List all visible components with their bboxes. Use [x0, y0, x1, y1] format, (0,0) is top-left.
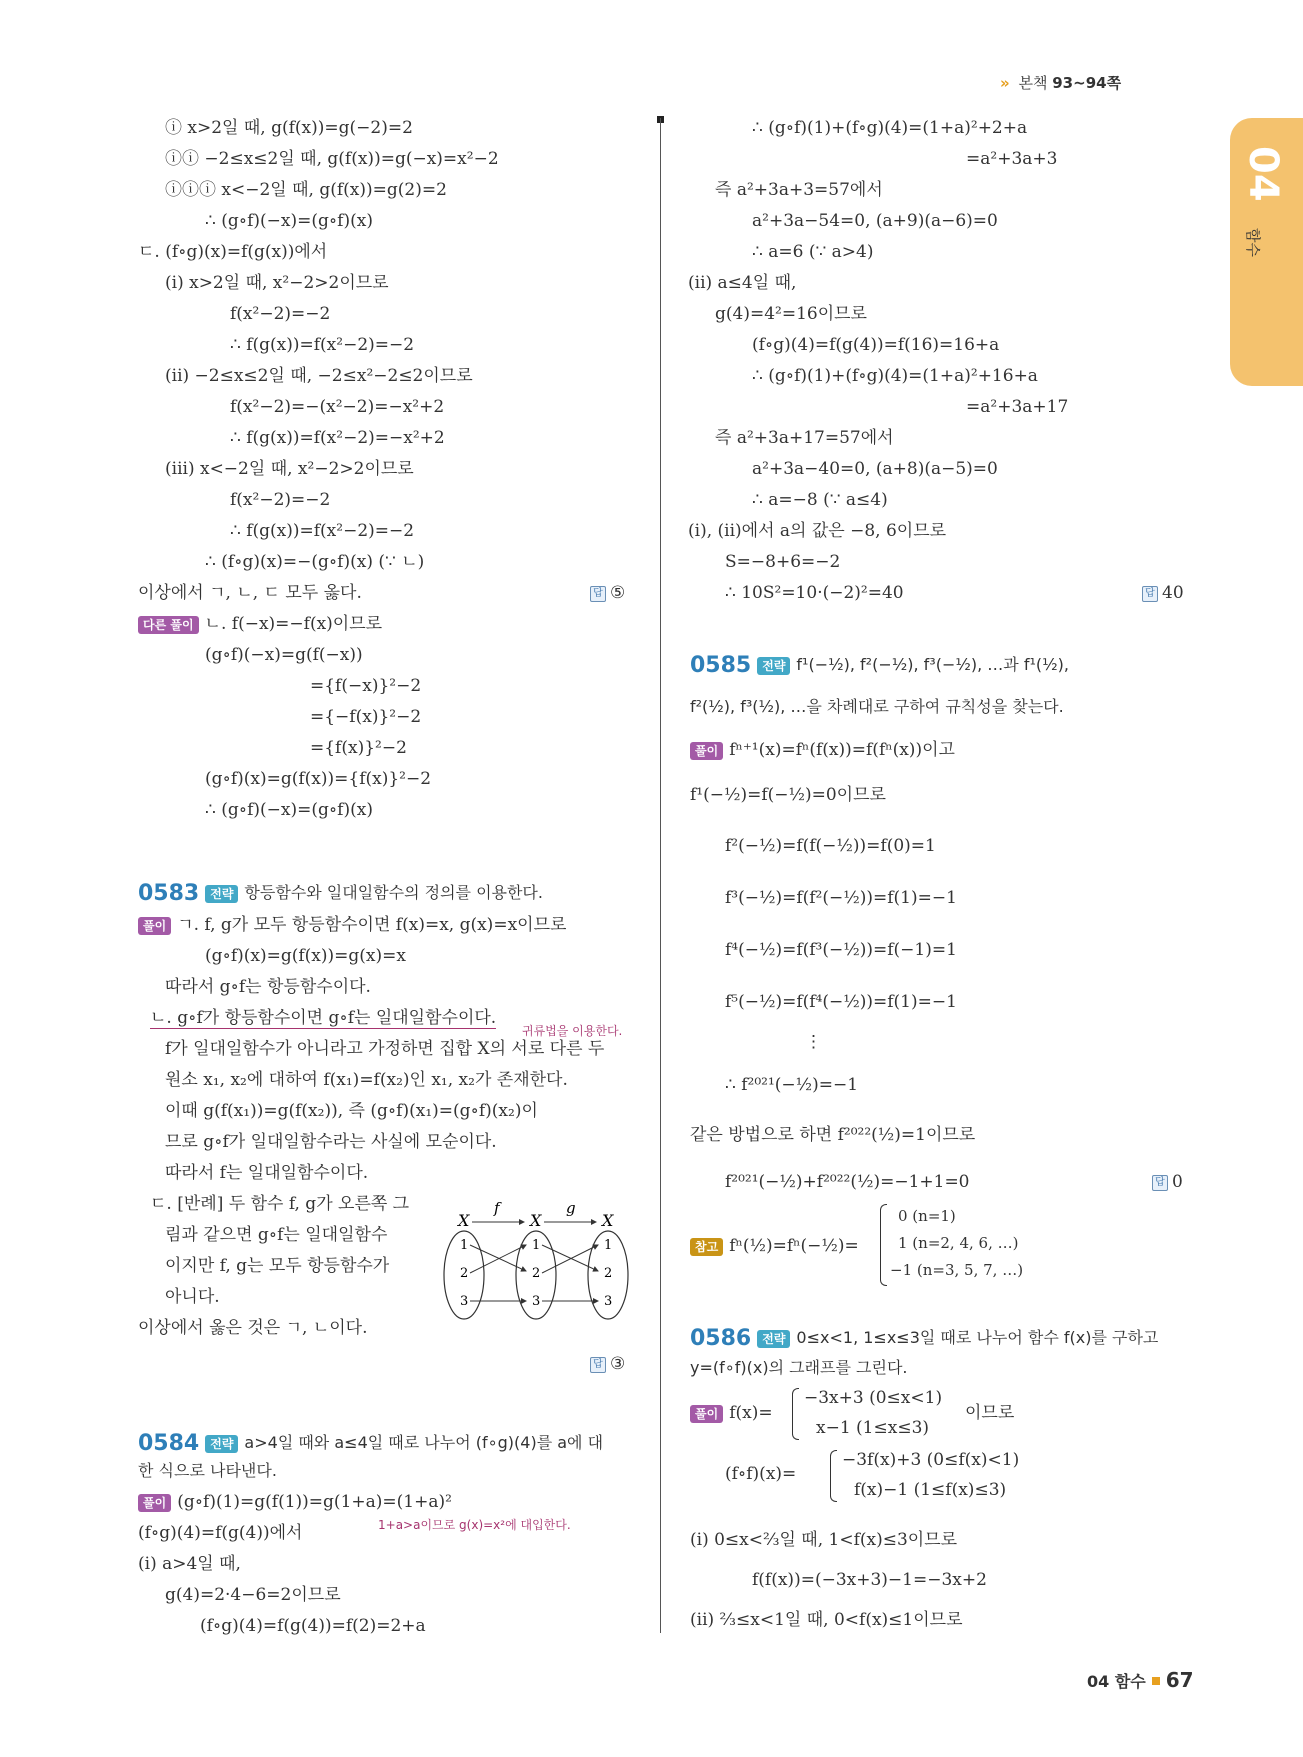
left-line: 림과 같으면 g∘f는 일대일함수 [165, 1225, 388, 1245]
chapter-title: 함수 [1244, 228, 1262, 257]
column-divider [660, 118, 661, 1633]
right-line: g(4)=4²=16이므로 [715, 304, 867, 324]
set-label: X [458, 1211, 470, 1230]
right-line: S=−8+6=−2 [725, 552, 841, 572]
map-label-f: f [494, 1199, 500, 1217]
solution-badge: 풀이 [690, 742, 723, 760]
left-line: ㄷ. (f∘g)(x)=f(g(x))에서 [138, 242, 328, 262]
right-line: f²⁰²¹(−½)+f²⁰²²(½)=−1+1=0 [725, 1172, 970, 1192]
right-line: (i), (ii)에서 a의 값은 −8, 6이므로 [688, 521, 947, 541]
left-line: (ii) −2≤x≤2일 때, −2≤x²−2≤2이므로 [165, 366, 473, 386]
right-line: a²+3a−40=0, (a+8)(a−5)=0 [752, 459, 998, 479]
right-line: ∴ (g∘f)(1)+(f∘g)(4)=(1+a)²+16+a [752, 366, 1038, 386]
solution-badge: 풀이 [138, 917, 171, 935]
double-chevron-icon: » [1000, 74, 1010, 92]
left-line: (g∘f)(x)=g(f(x))=g(x)=x [205, 946, 406, 966]
right-line: f²(½), f³(½), …을 차례대로 구하여 규칙성을 찾는다. [690, 697, 1064, 716]
strategy-badge: 전략 [205, 1435, 238, 1453]
left-line: ∴ f(g(x))=f(x²−2)=−2 [230, 335, 415, 355]
left-line: 이상에서 옳은 것은 ㄱ, ㄴ이다. [138, 1318, 368, 1338]
page-number: 67 [1165, 1668, 1194, 1692]
right-line: ⋮ [805, 1032, 822, 1052]
problem-heading-0585: 0585 전략 f¹(−½), f²(−½), f³(−½), …과 f¹(½), [690, 652, 1069, 678]
map-label-g: g [566, 1199, 576, 1217]
case-line: x−1 (1≤x≤3) [816, 1418, 930, 1438]
case-brace [792, 1388, 799, 1440]
right-line: ∴ 10S²=10·(−2)²=40 [725, 583, 904, 603]
right-line: ∴ a=−8 (∵ a≤4) [752, 490, 888, 510]
left-line: 다른 풀이 ㄴ. f(−x)=−f(x)이므로 [138, 614, 382, 634]
left-line: ㄷ. [반례] 두 함수 f, g가 오른쪽 그 [150, 1194, 410, 1214]
left-line: f(x²−2)=−2 [230, 304, 331, 324]
function-mapping-diagram [440, 1195, 640, 1325]
right-line: f²(−½)=f(f(−½))=f(0)=1 [725, 836, 936, 856]
left-line: 따라서 f는 일대일함수이다. [165, 1163, 369, 1183]
left-line: 한 식으로 나타낸다. [138, 1461, 277, 1480]
left-line: 아니다. [165, 1287, 220, 1307]
left-line: ={−f(x)}²−2 [310, 707, 422, 727]
answer-mark: 답 0 [1152, 1172, 1183, 1192]
left-line: (i) x>2일 때, x²−2>2이므로 [165, 273, 389, 293]
left-line: ∴ f(g(x))=f(x²−2)=−x²+2 [230, 428, 445, 448]
left-line: ⓘⓘⓘ x<−2일 때, g(f(x))=g(2)=2 [165, 180, 447, 200]
answer-mark: 답 40 [1142, 583, 1184, 603]
element: 3 [460, 1294, 469, 1309]
right-line: f⁴(−½)=f(f³(−½))=f(−1)=1 [725, 940, 957, 960]
case-brace [830, 1450, 837, 1502]
element: 1 [604, 1238, 613, 1253]
chapter-tab [1230, 118, 1303, 386]
answer-mark: 답 ⑤ [590, 583, 625, 603]
right-line: (i) 0≤x<⅔일 때, 1<f(x)≤3이므로 [690, 1530, 958, 1550]
right-line: a²+3a−54=0, (a+9)(a−6)=0 [752, 211, 998, 231]
right-line: (ii) a≤4일 때, [688, 273, 797, 293]
answer-icon: 답 [590, 586, 606, 602]
right-line: ∴ a=6 (∵ a>4) [752, 242, 874, 262]
left-line: f(x²−2)=−(x²−2)=−x²+2 [230, 397, 445, 417]
left-line: ∴ (f∘g)(x)=−(g∘f)(x) (∵ ㄴ) [205, 552, 425, 572]
element: 2 [604, 1266, 613, 1281]
case-line: −1 (n=3, 5, 7, …) [890, 1261, 1024, 1279]
left-line: ={f(x)}²−2 [310, 738, 407, 758]
case-line: −3f(x)+3 (0≤f(x)<1) [842, 1450, 1020, 1470]
strategy-badge: 전략 [205, 885, 238, 903]
right-line: (f∘g)(4)=f(g(4))=f(16)=16+a [752, 335, 1000, 355]
right-line: (f∘f)(x)= [725, 1464, 797, 1484]
left-line: f(x²−2)=−2 [230, 490, 331, 510]
problem-heading-0586: 0586 전략 0≤x<1, 1≤x≤3일 때로 나누어 함수 f(x)를 구하고 [690, 1325, 1159, 1351]
alt-solution-badge: 다른 풀이 [138, 616, 199, 634]
chapter-number: 04 [1240, 146, 1286, 202]
right-line: ∴ f²⁰²¹(−½)=−1 [725, 1075, 859, 1095]
left-line: 따라서 g∘f는 항등함수이다. [165, 977, 371, 997]
set-label: X [602, 1211, 614, 1230]
left-line: ={f(−x)}²−2 [310, 676, 422, 696]
element: 2 [460, 1266, 469, 1281]
left-line: ⓘ x>2일 때, g(f(x))=g(−2)=2 [165, 118, 413, 138]
solution-badge: 풀이 [138, 1494, 171, 1512]
reference-badge: 참고 [690, 1238, 723, 1256]
header-book: 본책 [1018, 74, 1048, 92]
left-line: (iii) x<−2일 때, x²−2>2이므로 [165, 459, 414, 479]
left-line: (f∘g)(4)=f(g(4))에서 [138, 1523, 303, 1543]
left-line: 원소 x₁, x₂에 대하여 f(x₁)=f(x₂)인 x₁, x₂가 존재한다. [165, 1070, 568, 1090]
left-line: 이때 g(f(x₁))=g(f(x₂)), 즉 (g∘f)(x₁)=(g∘f)(x₂)이 [165, 1101, 538, 1121]
footer-square-icon [1152, 1677, 1160, 1685]
page-footer [1087, 1668, 1194, 1692]
element: 2 [532, 1266, 541, 1281]
left-line: ∴ f(g(x))=f(x²−2)=−2 [230, 521, 415, 541]
answer-mark: 답 ③ [590, 1354, 625, 1374]
right-line: f(f(x))=(−3x+3)−1=−3x+2 [752, 1570, 987, 1590]
left-line: g(4)=2·4−6=2이므로 [165, 1585, 341, 1605]
header-pages: 93~94쪽 [1052, 74, 1122, 92]
answer-icon: 답 [590, 1357, 606, 1373]
page-header [1000, 72, 1121, 93]
element: 1 [532, 1238, 541, 1253]
left-line: 이상에서 ㄱ, ㄴ, ㄷ 모두 옳다. [138, 583, 362, 603]
right-line: 풀이 f(x)= [690, 1403, 773, 1423]
solution-badge: 풀이 [690, 1405, 723, 1423]
right-line: (ii) ⅔≤x<1일 때, 0<f(x)≤1이므로 [690, 1610, 963, 1630]
element: 1 [460, 1238, 469, 1253]
answer-icon: 답 [1142, 586, 1158, 602]
left-line: (i) a>4일 때, [138, 1554, 241, 1574]
set-label: X [530, 1211, 542, 1230]
right-line: =a²+3a+17 [966, 397, 1069, 417]
left-line: f가 일대일함수가 아니라고 가정하면 집합 X의 서로 다른 두 [165, 1039, 605, 1059]
right-line: y=(f∘f)(x)의 그래프를 그린다. [690, 1358, 908, 1377]
annotation: 1+a>a이므로 g(x)=x²에 대입한다. [378, 1518, 571, 1532]
left-line: (g∘f)(−x)=g(f(−x)) [205, 645, 363, 665]
left-line: ∴ (g∘f)(−x)=(g∘f)(x) [205, 211, 373, 231]
right-line: =a²+3a+3 [966, 149, 1058, 169]
element: 3 [604, 1294, 613, 1309]
right-line: 같은 방법으로 하면 f²⁰²²(½)=1이므로 [690, 1125, 976, 1145]
left-line: ⓘⓘ −2≤x≤2일 때, g(f(x))=g(−x)=x²−2 [165, 149, 499, 169]
right-line: 즉 a²+3a+17=57에서 [715, 428, 894, 448]
left-line: 이지만 f, g는 모두 항등함수가 [165, 1256, 390, 1276]
annotation: 귀류법을 이용한다. [522, 1024, 623, 1038]
right-line: f⁵(−½)=f(f⁴(−½))=f(1)=−1 [725, 992, 957, 1012]
left-line: 므로 g∘f가 일대일함수라는 사실에 모순이다. [165, 1132, 497, 1152]
strategy-badge: 전략 [757, 657, 790, 675]
case-brace [880, 1204, 887, 1286]
case-line: 0 (n=1) [898, 1207, 956, 1225]
right-line: ∴ (g∘f)(1)+(f∘g)(4)=(1+a)²+2+a [752, 118, 1028, 138]
left-line: 풀이 ㄱ. f, g가 모두 항등함수이면 f(x)=x, g(x)=x이므로 [138, 915, 566, 935]
answer-icon: 답 [1152, 1175, 1168, 1191]
problem-heading-0584: 0584 전략 a>4일 때와 a≤4일 때로 나누어 (f∘g)(4)를 a에 대 [138, 1430, 604, 1456]
case-line: −3x+3 (0≤x<1) [804, 1388, 943, 1408]
left-line: (g∘f)(x)=g(f(x))={f(x)}²−2 [205, 769, 432, 789]
footer-chapter: 04 함수 [1087, 1672, 1146, 1691]
right-line: f³(−½)=f(f²(−½))=f(1)=−1 [725, 888, 957, 908]
problem-heading-0583: 0583 전략 항등함수와 일대일함수의 정의를 이용한다. [138, 880, 543, 906]
case-line: 1 (n=2, 4, 6, …) [898, 1234, 1019, 1252]
left-line: ㄴ. g∘f가 항등함수이면 g∘f는 일대일함수이다. [150, 1008, 497, 1028]
right-line: 즉 a²+3a+3=57에서 [715, 180, 883, 200]
element: 3 [532, 1294, 541, 1309]
right-line: 풀이 fⁿ⁺¹(x)=fⁿ(f(x))=f(fⁿ(x))이고 [690, 740, 955, 760]
right-line: 이므로 [965, 1403, 1015, 1423]
right-line: f¹(−½)=f(−½)=0이므로 [690, 785, 886, 805]
strategy-badge: 전략 [757, 1330, 790, 1348]
left-line: 풀이 (g∘f)(1)=g(f(1))=g(1+a)=(1+a)² [138, 1492, 452, 1512]
left-line: (f∘g)(4)=f(g(4))=f(2)=2+a [200, 1616, 426, 1636]
case-line: f(x)−1 (1≤f(x)≤3) [854, 1480, 1007, 1500]
reference-note: 참고 fⁿ(½)=fⁿ(−½)= [690, 1236, 859, 1256]
left-line: ∴ (g∘f)(−x)=(g∘f)(x) [205, 800, 373, 820]
